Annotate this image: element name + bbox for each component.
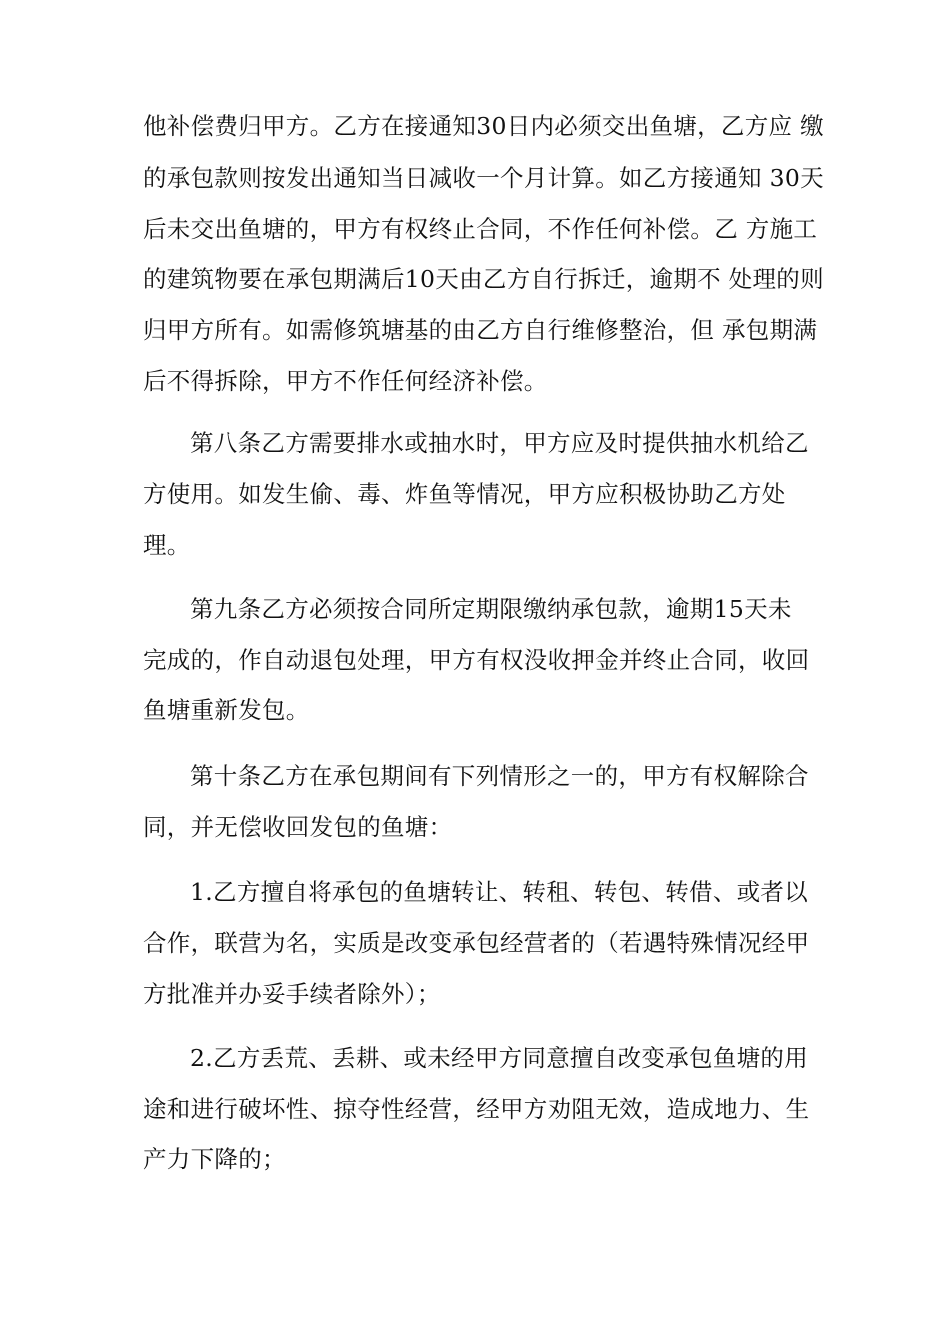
text-line: 后不得拆除，甲方不作任何经济补偿。 xyxy=(143,367,548,395)
text-line: 途和进行破坏性、掠夺性经营，经甲方劝阻无效，造成地力、生 xyxy=(143,1095,810,1123)
text-line: 1.乙方擅自将承包的鱼塘转让、转租、转包、转借、或者以 xyxy=(190,878,809,906)
text-line: 第十条乙方在承包期间有下列情形之一的，甲方有权解除合 xyxy=(190,762,809,790)
text-line: 完成的，作自动退包处理，甲方有权没收押金并终止合同，收回 xyxy=(143,646,810,674)
text-line: 合作，联营为名，实质是改变承包经营者的（若遇特殊情况经甲 xyxy=(143,929,810,957)
text-line: 方使用。如发生偷、毒、炸鱼等情况，甲方应积极协助乙方处 xyxy=(143,480,786,508)
text-line: 2.乙方丢荒、丢耕、或未经甲方同意擅自改变承包鱼塘的用 xyxy=(190,1044,809,1072)
text-line: 的承包款则按发出通知当日减收一个月计算。如乙方接通知 30天 xyxy=(143,164,824,192)
text-line: 第八条乙方需要排水或抽水时，甲方应及时提供抽水机给乙 xyxy=(190,429,809,457)
text-line: 后未交出鱼塘的，甲方有权终止合同，不作任何补偿。乙 方施工 xyxy=(143,215,818,243)
text-line: 理。 xyxy=(143,531,191,559)
text-line: 的建筑物要在承包期满后10天由乙方自行拆迁，逾期不 处理的则 xyxy=(143,265,824,293)
text-line: 方批准并办妥手续者除外）； xyxy=(143,980,441,1008)
text-line: 第九条乙方必须按合同所定期限缴纳承包款，逾期15天未 xyxy=(190,595,792,623)
text-line: 产力下降的； xyxy=(143,1145,286,1173)
text-line: 同，并无偿收回发包的鱼塘： xyxy=(143,813,453,841)
text-line: 鱼塘重新发包。 xyxy=(143,696,310,724)
text-line: 归甲方所有。如需修筑塘基的由乙方自行维修整治，但 承包期满 xyxy=(143,316,818,344)
text-line: 他补偿费归甲方。乙方在接通知30日内必须交出鱼塘，乙方应 缴 xyxy=(143,112,824,140)
